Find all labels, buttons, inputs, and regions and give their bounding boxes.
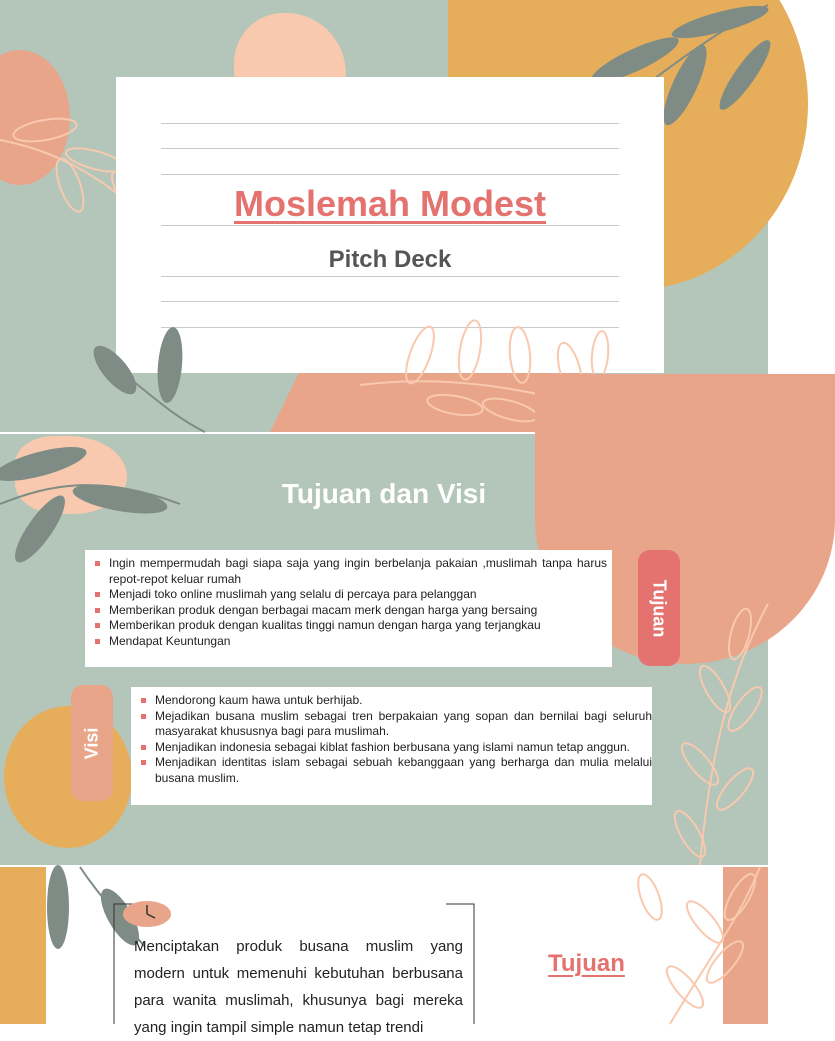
bullet-item: Memberikan produk dengan berbagai macam merk dengan harga yang bersaing [85,603,607,619]
bullet-item: Mendorong kaum hawa untuk berhijab. [131,693,652,709]
goals-vision-slide [0,434,768,865]
purpose-slide [0,867,768,1036]
card-line [161,225,619,226]
tujuan-tab [638,550,680,666]
section-title: Tujuan dan Visi [281,478,487,509]
visi-tab-label: Visi [81,727,102,759]
visi-tab [71,685,113,801]
presentation-subtitle: Pitch Deck [328,246,452,273]
bullet-item: Memberikan produk dengan kualitas tinggi namun dengan harga yang terjangkau [85,618,607,634]
tujuan-box [85,550,612,667]
leaf-branch-icon [590,867,768,1024]
purpose-paragraph: Menciptakan produk busana muslim yang modern untuk memenuhi kebutuhan berbusana para wanita muslimah, khusunya bagi mereka yang ingin tampil simple namun tetap trendi [134,938,463,1036]
leaf-branch-icon [80,325,210,432]
bullet-item: Mendapat Keuntungan [85,634,607,650]
bullet-item: Menjadikan identitas islam sebagai sebuah kebanggaan yang berharga dan mulia melalui busana muslim. [131,755,652,786]
visi-box [131,687,652,805]
card-line [161,123,619,124]
presentation-title: Moslemah Modest [233,183,547,224]
bullet-item: Mejadikan busana muslim sebagai tren berpakaian yang sopan dan bernilai bagi seluruh masyarakat khususnya bagi para muslimah. [131,709,652,740]
title-slide [0,0,768,432]
bullet-item: Menjadi toko online muslimah yang selalu di percaya para pelanggan [85,587,607,603]
clock-icon [122,900,172,928]
bullet-item: Ingin mempermudah bagi siapa saja yang ingin berbelanja pakaian ,muslimah tanpa harus repot-repot keluar rumah [85,556,607,587]
card-line [161,148,619,149]
tujuan-tab-label: Tujuan [649,579,670,637]
card-line [161,174,619,175]
bullet-item: Menjadikan indonesia sebagai kiblat fashion berbusana yang islami namun tetap anggun. [131,740,652,756]
purpose-title: Tujuan [548,950,625,977]
card-line [161,301,619,302]
card-line [161,276,619,277]
